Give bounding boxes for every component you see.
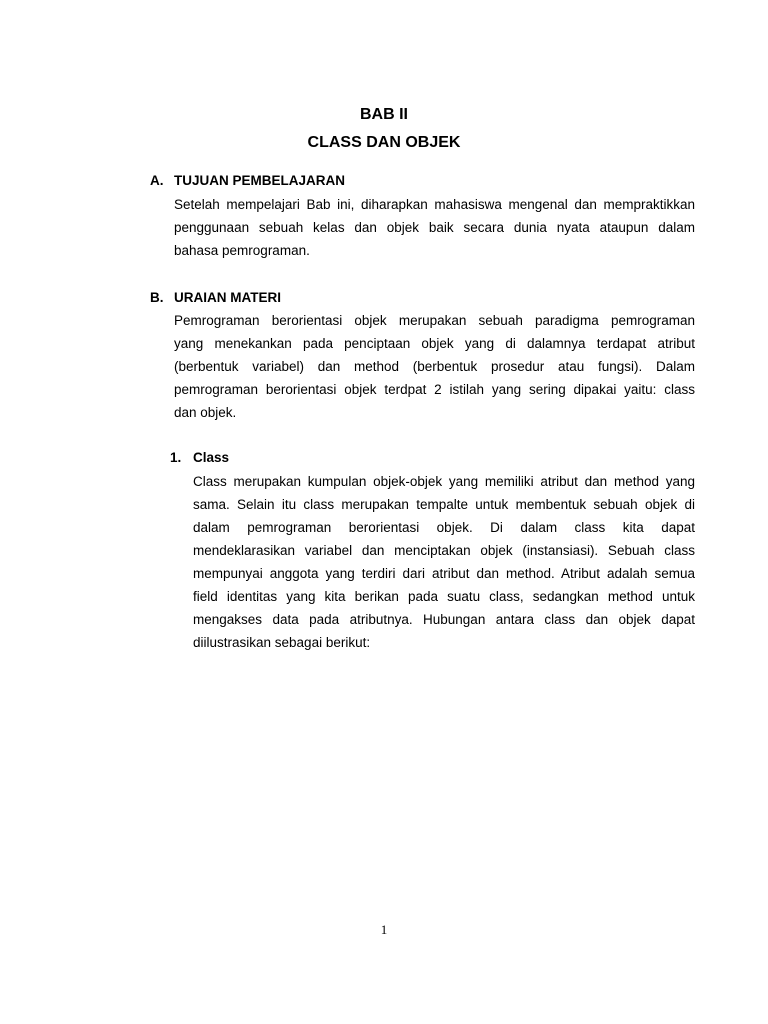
paragraph-line: penggunaan sebuah kelas dan objek baik secara dunia nyata ataupun dalam bbox=[174, 220, 695, 235]
subsection-paragraph-class bbox=[193, 470, 695, 654]
section-heading-tujuan bbox=[150, 172, 345, 190]
paragraph-line: Setelah mempelajari Bab ini, diharapkan mahasiswa mengenal dan mempraktikkan bbox=[174, 197, 695, 212]
paragraph-line: dalam pemrograman berorientasi objek. Di dalam class kita dapat bbox=[193, 520, 695, 535]
section-heading-text: URAIAN MATERI bbox=[174, 290, 281, 305]
paragraph-line: sama. Selain itu class merupakan tempalte untuk membentuk sebuah objek di bbox=[193, 497, 695, 512]
paragraph-line: dan objek. bbox=[174, 405, 237, 420]
section-letter: A. bbox=[150, 173, 164, 188]
paragraph-line: Class merupakan kumpulan objek-objek yang memiliki atribut dan method yang bbox=[193, 474, 695, 489]
chapter-title: CLASS DAN OBJEK bbox=[307, 134, 461, 151]
paragraph-line: diilustrasikan sebagai berikut: bbox=[193, 635, 371, 650]
paragraph-line: mempunyai anggota yang terdiri dari atribut dan method. Atribut adalah semua bbox=[193, 566, 695, 581]
subsection-heading-text: Class bbox=[193, 450, 230, 465]
paragraph-line: (berbentuk variabel) dan method (berbentuk prosedur atau fungsi). Dalam bbox=[174, 359, 695, 374]
paragraph-line: mengakses data pada atributnya. Hubungan antara class dan objek dapat bbox=[193, 612, 695, 627]
section-paragraph-uraian bbox=[174, 309, 695, 424]
subsection-heading-class bbox=[170, 449, 229, 467]
section-heading-uraian bbox=[150, 289, 281, 307]
page-number: 1 bbox=[380, 922, 388, 937]
paragraph-line: Pemrograman berorientasi objek merupakan sebuah paradigma pemrograman bbox=[174, 313, 695, 328]
paragraph-line: bahasa pemrograman. bbox=[174, 243, 310, 258]
chapter-label: BAB II bbox=[360, 106, 408, 123]
paragraph-line: yang menekankan pada penciptaan objek yang di dalamnya terdapat atribut bbox=[174, 336, 695, 351]
section-paragraph-tujuan bbox=[174, 193, 695, 262]
section-heading-text: TUJUAN PEMBELAJARAN bbox=[174, 173, 346, 188]
paragraph-line: field identitas yang kita berikan pada suatu class, sedangkan method untuk bbox=[193, 589, 695, 604]
paragraph-line: pemrograman berorientasi objek terdpat 2 istilah yang sering dipakai yaitu: class bbox=[174, 382, 695, 397]
paragraph-line: mendeklarasikan variabel dan menciptakan objek (instansiasi). Sebuah class bbox=[193, 543, 695, 558]
section-letter: B. bbox=[150, 290, 164, 305]
subsection-number: 1. bbox=[170, 450, 182, 465]
